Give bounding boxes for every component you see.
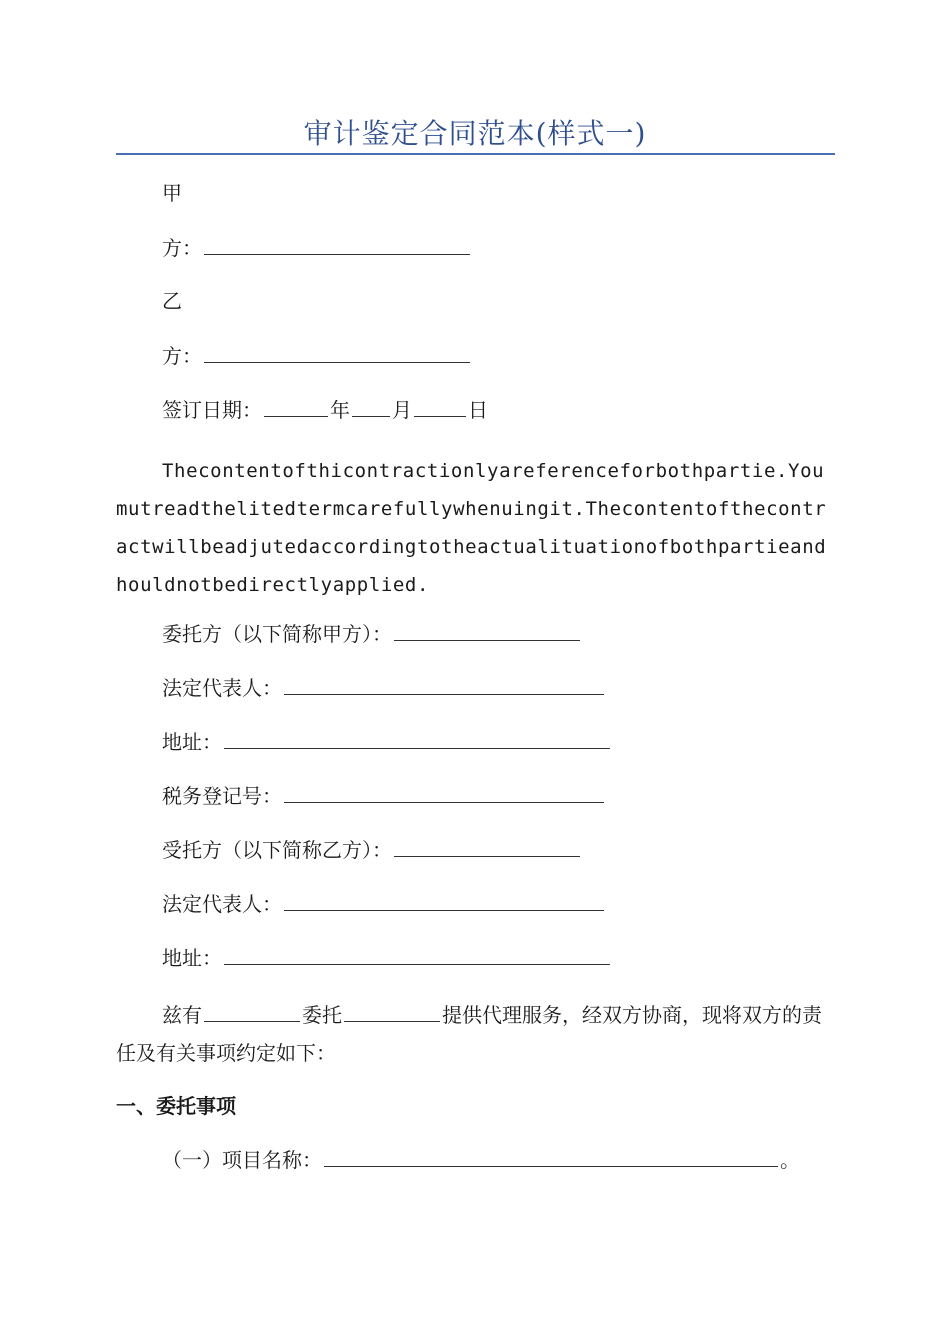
section-heading: 一、委托事项 xyxy=(116,1094,236,1118)
client-blank[interactable] xyxy=(394,620,580,641)
agent-addr-line xyxy=(162,944,612,971)
english-notice: Thecontentofthicontractionlyareferenceforbothpartie.Youmutreadthelitedtermcarefullywhenuingit.Thecontentofthecontractwillbeadjutedaccordingtotheactualituationofbothpartieandhouldnotbedirectlyapplied. xyxy=(116,460,827,596)
document-title: 审计鉴定合同范本(样式一) xyxy=(303,117,647,150)
party-a-line xyxy=(162,234,472,261)
month-label: 月 xyxy=(392,398,412,422)
agent-rep-label: 法定代表人： xyxy=(162,892,282,916)
year-label: 年 xyxy=(330,398,350,422)
month-blank[interactable] xyxy=(352,396,390,417)
party-a-label: 方： xyxy=(162,236,202,260)
party-b-blank[interactable] xyxy=(204,342,470,363)
project-name-end: 。 xyxy=(780,1148,800,1172)
day-label: 日 xyxy=(468,398,488,422)
client-addr-blank[interactable] xyxy=(224,728,610,749)
intro-part1: 兹有 xyxy=(162,1003,202,1027)
intro-blank-2[interactable] xyxy=(344,1001,440,1022)
tax-no-line xyxy=(162,782,606,809)
client-label: 委托方（以下简称甲方）： xyxy=(162,622,392,646)
tax-no-blank[interactable] xyxy=(284,782,604,803)
agent-rep-line xyxy=(162,890,606,917)
party-a-char: 甲 xyxy=(162,181,182,205)
client-rep-line xyxy=(162,674,606,701)
party-b-line xyxy=(162,342,472,369)
project-name-blank[interactable] xyxy=(324,1146,778,1167)
client-line xyxy=(162,620,582,647)
client-rep-label: 法定代表人： xyxy=(162,676,282,700)
agent-rep-blank[interactable] xyxy=(284,890,604,911)
party-b-label: 方： xyxy=(162,344,202,368)
intro-part2: 委托 xyxy=(302,1003,342,1027)
client-addr-line xyxy=(162,728,612,755)
agent-addr-label: 地址： xyxy=(162,946,222,970)
party-b-char: 乙 xyxy=(162,289,182,313)
project-name-label: （一）项目名称： xyxy=(162,1148,322,1172)
sign-date-label: 签订日期： xyxy=(162,398,262,422)
party-a-blank[interactable] xyxy=(204,234,470,255)
sign-date-line xyxy=(162,396,488,423)
tax-no-label: 税务登记号： xyxy=(162,784,282,808)
intro-paragraph xyxy=(116,996,835,1072)
title-underline xyxy=(116,153,835,155)
intro-part3: 提供代理服务，经双方协商，现将双方的责任及有关事项约定如下： xyxy=(116,1003,822,1065)
day-blank[interactable] xyxy=(414,396,466,417)
year-blank[interactable] xyxy=(264,396,328,417)
client-rep-blank[interactable] xyxy=(284,674,604,695)
client-addr-label: 地址： xyxy=(162,730,222,754)
agent-addr-blank[interactable] xyxy=(224,944,610,965)
agent-label: 受托方（以下简称乙方）： xyxy=(162,838,392,862)
intro-blank-1[interactable] xyxy=(204,1001,300,1022)
agent-blank[interactable] xyxy=(394,836,580,857)
project-name-line xyxy=(162,1146,800,1173)
agent-line xyxy=(162,836,582,863)
